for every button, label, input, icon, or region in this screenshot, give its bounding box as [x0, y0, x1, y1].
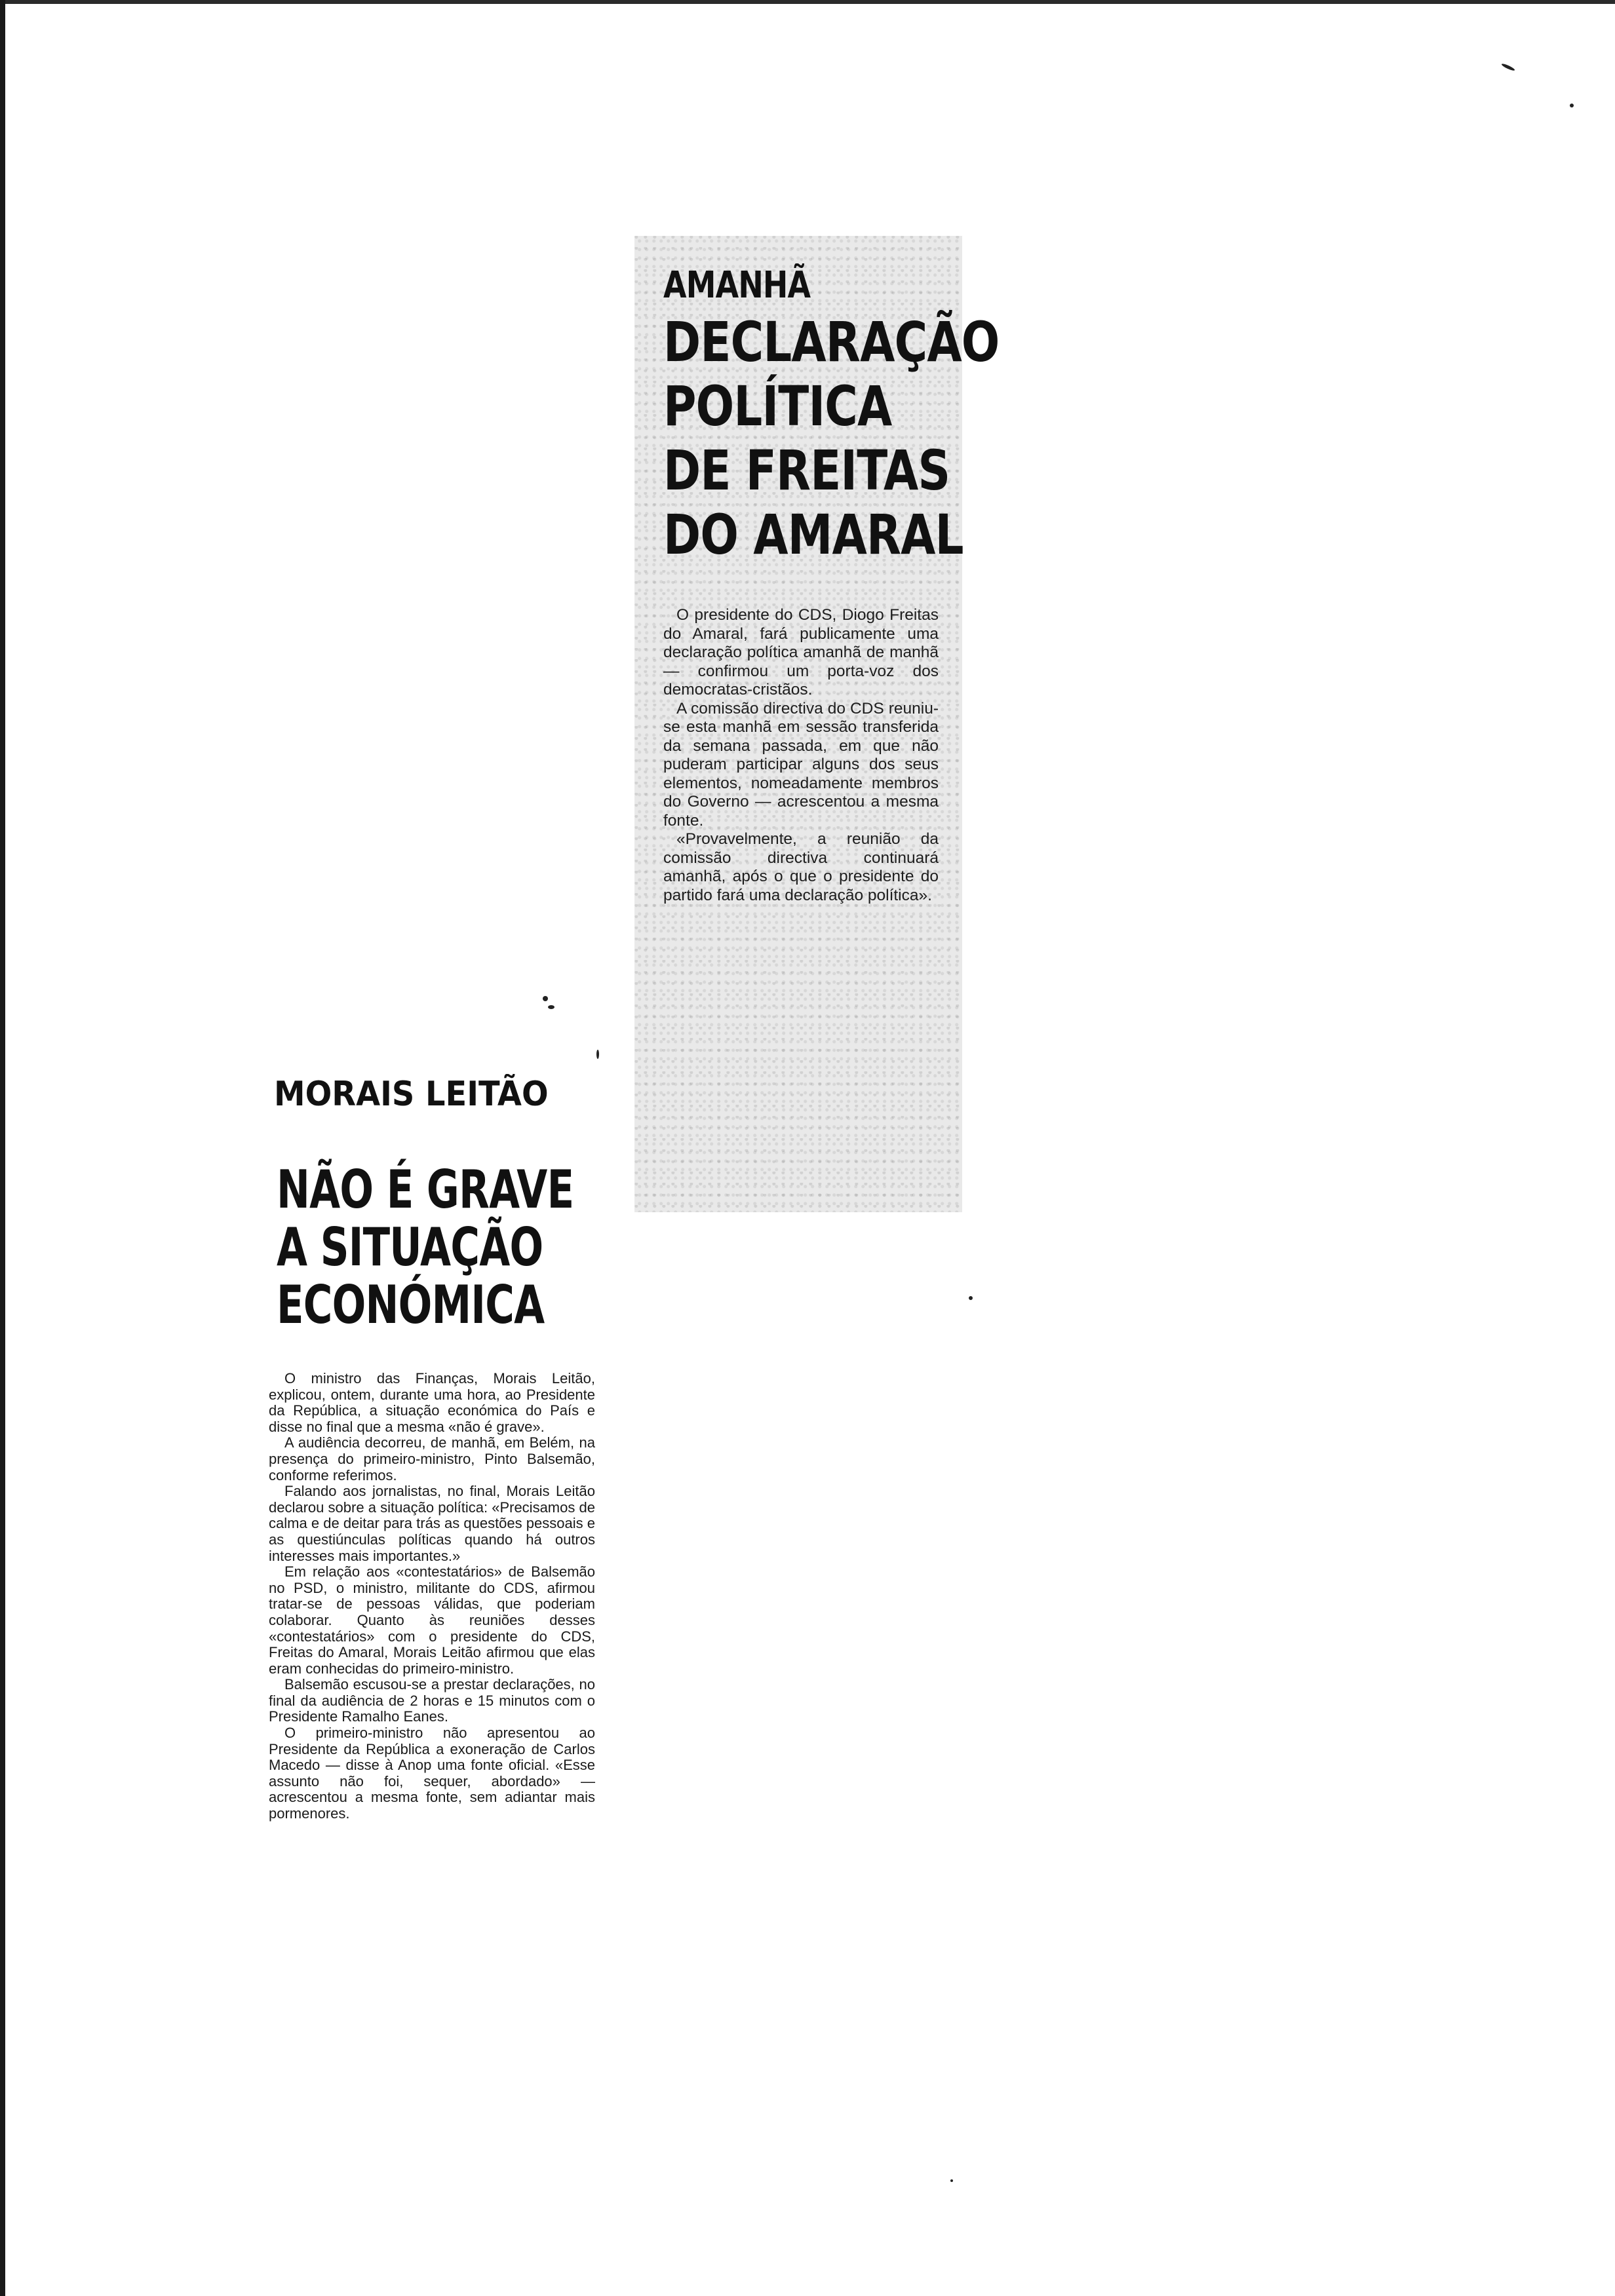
article-paragraph: Balsemão escusou-se a prestar declarações, no final da audiência de 2 horas e 15 minutos com o Presidente Ramalho Eanes. — [269, 1676, 595, 1725]
amaral-article-body — [663, 606, 939, 905]
clipping-freitas-do-amaral — [634, 236, 1000, 1212]
scan-speck — [950, 2179, 953, 2182]
amaral-headline-line: DO AMARAL — [663, 503, 963, 567]
scan-speck — [596, 1050, 599, 1059]
article-paragraph: Falando aos jornalistas, no final, Morais Leitão declarou sobre a situação política: «Precisamos de calma e de deitar para trás as questões pessoais e as questiúnculas políticas quando há outros interesses mais importantes.» — [269, 1483, 595, 1564]
amaral-kicker: AMANHÃ — [663, 264, 811, 307]
scan-speck — [548, 1005, 555, 1009]
leitao-headline-line: ECONÓMICA — [277, 1274, 545, 1335]
article-paragraph: A comissão directiva do CDS reuniu-se esta manhã em sessão transferida da semana passada, em que não puderam participar alguns dos seus elementos, nomeadamente membros do Governo — acrescentou a mesma fonte. — [663, 699, 939, 830]
amaral-headline-line: DE FREITAS — [663, 438, 950, 503]
amaral-headline — [663, 264, 1000, 571]
leitao-kicker: MORAIS LEITÃO — [274, 1075, 549, 1114]
scan-edge-top — [0, 0, 1615, 4]
leitao-headline-line: A SITUAÇÃO — [277, 1217, 543, 1278]
leitao-headline — [277, 1161, 574, 1334]
article-paragraph: O presidente do CDS, Diogo Freitas do Amaral, fará publicamente uma declaração política amanhã de manhã — confirmou um porta-voz dos democratas-cristãos. — [663, 606, 939, 698]
scan-edge-left — [0, 0, 5, 2296]
scan-speck — [1501, 63, 1515, 72]
scan-speck — [543, 996, 548, 1001]
article-paragraph: «Provavelmente, a reunião da comissão directiva continuará amanhã, após o que o presidente do partido fará uma declaração política». — [663, 830, 939, 904]
article-paragraph: A audiência decorreu, de manhã, em Belém, na presença do primeiro-ministro, Pinto Balsemão, conforme referimos. — [269, 1434, 595, 1483]
scan-speck — [969, 1296, 973, 1300]
leitao-article-body — [269, 1371, 595, 1822]
article-paragraph: O ministro das Finanças, Morais Leitão, explicou, ontem, durante uma hora, ao Presidente da República, a situação económica do País e disse no final que a mesma «não é grave». — [269, 1370, 595, 1435]
article-paragraph: O primeiro-ministro não apresentou ao Presidente da República a exoneração de Carlos Macedo — disse à Anop uma fonte oficial. «Esse assunto não foi, sequer, abordado» — acrescentou a mesma fonte, sem adiantar mais pormenores. — [269, 1725, 595, 1822]
amaral-headline-line: POLÍTICA — [663, 374, 892, 438]
scan-speck — [1570, 104, 1574, 107]
article-paragraph: Em relação aos «contestatários» de Balsemão no PSD, o ministro, militante do CDS, afirmou tratar-se de pessoas válidas, que poderiam colaborar. Quanto às reuniões desses «contestatários» com o presidente do CDS, Freitas do Amaral, Morais Leitão afirmou que elas eram conhecidas do primeiro-ministro. — [269, 1563, 595, 1677]
amaral-headline-line: DECLARAÇÃO — [663, 310, 1000, 374]
leitao-headline-line: NÃO É GRAVE — [277, 1159, 574, 1220]
